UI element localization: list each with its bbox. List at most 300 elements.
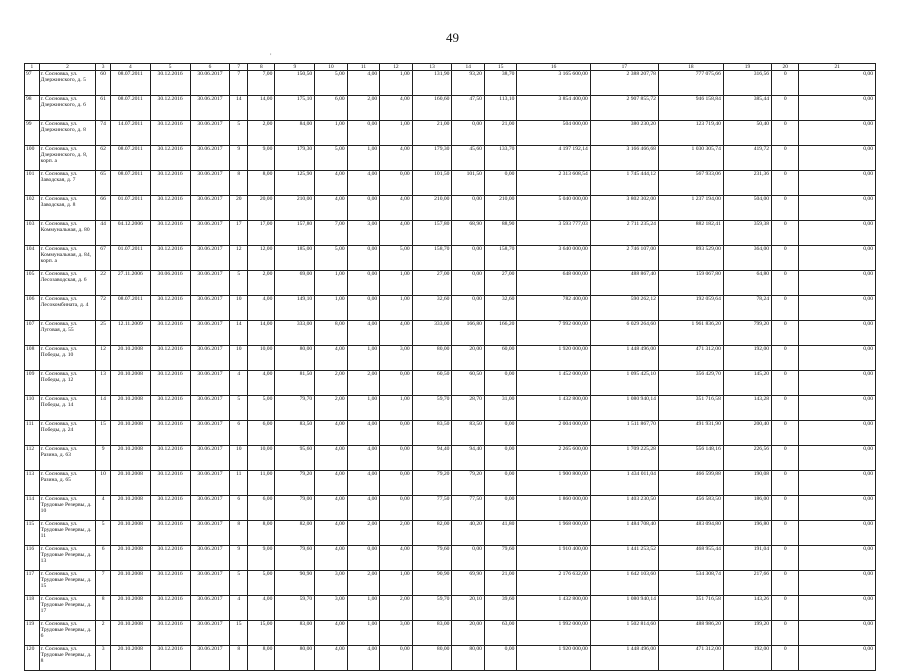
address-cell: г. Сосновка, ул. Разина, д. 63 xyxy=(39,446,96,471)
table-cell: 30.06.2017 xyxy=(190,196,230,221)
table-cell: 30.06.2017 xyxy=(190,246,230,271)
table-cell: 15 xyxy=(230,621,248,646)
table-cell: 567 933,06 xyxy=(658,171,723,196)
table-cell: 1 910 400,00 xyxy=(517,546,590,571)
table-cell: 66 xyxy=(96,196,111,221)
table-cell: 419,72 xyxy=(723,146,771,171)
table-cell: 30.06.2017 xyxy=(190,71,230,96)
table-cell: 192 059,64 xyxy=(658,296,723,321)
header-cell: 11 xyxy=(347,64,379,71)
table-cell: 59,70 xyxy=(275,596,315,621)
table-cell: 3 593 777,03 xyxy=(517,221,590,246)
table-cell: 77,50 xyxy=(452,496,484,521)
table-cell: 0,00 xyxy=(484,446,516,471)
table-cell: 0,00 xyxy=(799,346,876,371)
table-cell: 7,00 xyxy=(248,71,275,96)
table-cell: 83,50 xyxy=(412,421,452,446)
table-cell: 30.06.2017 xyxy=(190,446,230,471)
table-cell: 30.12.2016 xyxy=(150,96,190,121)
table-cell: 4,00 xyxy=(248,596,275,621)
table-cell: 17 xyxy=(230,221,248,246)
table-cell: 125,90 xyxy=(275,171,315,196)
table-cell: 30.06.2017 xyxy=(190,371,230,396)
header-cell: 3 xyxy=(96,64,111,71)
table-cell: 115 xyxy=(25,521,40,546)
table-cell: 5 xyxy=(96,521,111,546)
table-cell: 59,70 xyxy=(412,396,452,421)
table-cell: 30.12.2016 xyxy=(150,546,190,571)
table-cell: 30.06.2017 xyxy=(190,171,230,196)
table-cell: 3 640 000,00 xyxy=(517,246,590,271)
table-cell: 3 802 302,00 xyxy=(590,196,658,221)
table-cell: 14,00 xyxy=(248,96,275,121)
table-cell: 149,10 xyxy=(275,296,315,321)
table-cell: 14 xyxy=(230,96,248,121)
table-cell: 0 xyxy=(772,371,799,396)
table-cell: 30.12.2016 xyxy=(150,246,190,271)
table-cell: 0,00 xyxy=(380,421,412,446)
table-cell: 131,90 xyxy=(412,71,452,96)
table-cell: 133,70 xyxy=(484,146,516,171)
address-cell: г. Сосновка, ул. Победы, д. 12 xyxy=(39,371,96,396)
table-cell: 226,56 xyxy=(723,446,771,471)
header-cell: 17 xyxy=(590,64,658,71)
table-cell: 1 484 708,40 xyxy=(590,521,658,546)
table-cell: 20,10 xyxy=(452,596,484,621)
table-cell: 777 075,66 xyxy=(658,71,723,96)
table-cell: 106 xyxy=(25,296,40,321)
table-cell: 80,00 xyxy=(412,346,452,371)
table-cell: 1 080 940,14 xyxy=(590,396,658,421)
table-cell: 4,00 xyxy=(380,546,412,571)
table-row xyxy=(25,296,876,321)
table-row xyxy=(25,546,876,571)
table-cell: 0,00 xyxy=(380,471,412,496)
table-cell: 175,10 xyxy=(275,96,315,121)
table-cell: 123 719,40 xyxy=(658,121,723,146)
header-cell: 5 xyxy=(150,64,190,71)
table-cell: 158,70 xyxy=(412,246,452,271)
table-cell: 0 xyxy=(772,496,799,521)
table-cell: 108 xyxy=(25,346,40,371)
table-cell: 192,00 xyxy=(723,346,771,371)
table-cell: 2 176 632,00 xyxy=(517,571,590,596)
table-cell: 1 452 000,00 xyxy=(517,371,590,396)
table-cell: 0,00 xyxy=(484,171,516,196)
table-cell: 2,00 xyxy=(347,96,379,121)
table-cell: 556 148,16 xyxy=(658,446,723,471)
table-cell: 1 441 253,52 xyxy=(590,546,658,571)
table-cell: 0,00 xyxy=(380,371,412,396)
table-cell: 2 313 608,54 xyxy=(517,171,590,196)
table-row xyxy=(25,246,876,271)
table-cell: 5 xyxy=(230,571,248,596)
table-cell: 3 xyxy=(96,646,111,671)
table-row xyxy=(25,346,876,371)
table-cell: 12,00 xyxy=(248,246,275,271)
table-cell: 2 907 855,72 xyxy=(590,96,658,121)
table-cell: 79,60 xyxy=(484,546,516,571)
table-cell: 90,90 xyxy=(412,571,452,596)
header-cell: 12 xyxy=(380,64,412,71)
address-cell: г. Сосновка, ул. Заводская, д. 7 xyxy=(39,171,96,196)
table-row xyxy=(25,171,876,196)
table-cell: 12 xyxy=(96,346,111,371)
table-cell: 8 xyxy=(230,521,248,546)
table-cell: 2,00 xyxy=(380,521,412,546)
table-cell: 27,00 xyxy=(412,271,452,296)
table-cell: 30.12.2016 xyxy=(150,571,190,596)
table-cell: 590 262,12 xyxy=(590,296,658,321)
header-cell: 21 xyxy=(799,64,876,71)
table-cell: 4,00 xyxy=(347,471,379,496)
table-cell: 1,00 xyxy=(380,71,412,96)
table-cell: 15,00 xyxy=(248,621,275,646)
table-cell: 4,00 xyxy=(315,196,347,221)
table-cell: 1 030 305,74 xyxy=(658,146,723,171)
table-cell: 4,00 xyxy=(347,646,379,671)
table-cell: 20.10.2008 xyxy=(110,646,150,671)
table-row xyxy=(25,421,876,446)
table-cell: 30.12.2016 xyxy=(150,321,190,346)
header-cell: 20 xyxy=(772,64,799,71)
table-cell: 0,00 xyxy=(452,296,484,321)
table-cell: 1,00 xyxy=(380,396,412,421)
table-cell: 7 992 000,00 xyxy=(517,321,590,346)
header-cell: 4 xyxy=(110,64,150,71)
table-cell: 21,00 xyxy=(484,571,516,596)
table-cell: 0 xyxy=(772,121,799,146)
table-cell: 4,00 xyxy=(315,446,347,471)
table-cell: 648 000,00 xyxy=(517,271,590,296)
table-cell: 3,00 xyxy=(347,221,379,246)
table-row xyxy=(25,396,876,421)
table-cell: 109 xyxy=(25,371,40,396)
table-cell: 62 xyxy=(96,146,111,171)
table-row xyxy=(25,571,876,596)
table-cell: 102 xyxy=(25,196,40,221)
table-cell: 4,00 xyxy=(380,96,412,121)
table-cell: 0,00 xyxy=(799,171,876,196)
table-cell: 0,00 xyxy=(799,396,876,421)
table-cell: 30.12.2016 xyxy=(150,296,190,321)
table-cell: 20.10.2008 xyxy=(110,521,150,546)
table-cell: 0 xyxy=(772,171,799,196)
table-cell: 1,00 xyxy=(380,271,412,296)
table-cell: 30.12.2016 xyxy=(150,646,190,671)
table-row xyxy=(25,621,876,646)
table-cell: 0 xyxy=(772,271,799,296)
table-cell: 1,00 xyxy=(315,296,347,321)
table-cell: 0,00 xyxy=(799,471,876,496)
table-cell: 5,00 xyxy=(380,246,412,271)
table-cell: 1,00 xyxy=(347,596,379,621)
table-cell: 113 xyxy=(25,471,40,496)
table-cell: 65 xyxy=(96,171,111,196)
table-cell: 5,00 xyxy=(248,571,275,596)
table-cell: 15 xyxy=(96,421,111,446)
table-cell: 30.06.2016 xyxy=(150,271,190,296)
table-cell: 20.10.2008 xyxy=(110,371,150,396)
table-cell: 110 xyxy=(25,396,40,421)
table-row xyxy=(25,646,876,671)
table-cell: 10 xyxy=(230,446,248,471)
table-cell: 40,20 xyxy=(452,521,484,546)
table-cell: 0,00 xyxy=(347,296,379,321)
table-cell: 1 448 496,00 xyxy=(590,646,658,671)
table-cell: 483 094,80 xyxy=(658,521,723,546)
table-cell: 72 xyxy=(96,296,111,321)
data-table-wrap xyxy=(24,63,876,671)
table-cell: 3 166 466,68 xyxy=(590,146,658,171)
table-row xyxy=(25,71,876,96)
table-cell: 9 xyxy=(230,546,248,571)
table-cell: 491 931,90 xyxy=(658,421,723,446)
table-cell: 0,00 xyxy=(799,96,876,121)
table-cell: 1 900 800,00 xyxy=(517,471,590,496)
table-cell: 157,80 xyxy=(412,221,452,246)
table-cell: 79,60 xyxy=(412,546,452,571)
table-cell: 30.06.2017 xyxy=(190,421,230,446)
table-cell: 0 xyxy=(772,246,799,271)
table-cell: 30.06.2017 xyxy=(190,646,230,671)
table-cell: 0,00 xyxy=(799,621,876,646)
table-cell: 30.06.2017 xyxy=(190,596,230,621)
table-cell: 30.06.2017 xyxy=(190,296,230,321)
table-cell: 82,00 xyxy=(275,521,315,546)
table-cell: 105 xyxy=(25,271,40,296)
table-cell: 1 237 194,00 xyxy=(658,196,723,221)
table-cell: 98 xyxy=(25,96,40,121)
table-cell: 120 xyxy=(25,646,40,671)
table-cell: 30.12.2016 xyxy=(150,421,190,446)
table-cell: 145,20 xyxy=(723,371,771,396)
table-cell: 32,60 xyxy=(412,296,452,321)
table-cell: 3 854 400,00 xyxy=(517,96,590,121)
table-cell: 6 xyxy=(230,421,248,446)
table-cell: 1,00 xyxy=(347,346,379,371)
table-cell: 0,00 xyxy=(799,71,876,96)
table-cell: 39,60 xyxy=(484,596,516,621)
table-cell: 82,00 xyxy=(412,521,452,546)
table-cell: 12 xyxy=(230,246,248,271)
table-cell: 30.06.2017 xyxy=(190,521,230,546)
table-cell: 4,00 xyxy=(380,221,412,246)
table-cell: 1 642 103,60 xyxy=(590,571,658,596)
table-cell: 20.10.2008 xyxy=(110,621,150,646)
table-cell: 1 961 836,20 xyxy=(658,321,723,346)
table-cell: 14.07.2011 xyxy=(110,121,150,146)
address-cell: г. Сосновка, ул. Победы, д. 24 xyxy=(39,421,96,446)
table-cell: 316,56 xyxy=(723,71,771,96)
table-cell: 116 xyxy=(25,546,40,571)
table-body xyxy=(25,64,876,671)
table-cell: 104 xyxy=(25,246,40,271)
table-cell: 0 xyxy=(772,571,799,596)
table-cell: 1,00 xyxy=(347,396,379,421)
table-cell: 8,00 xyxy=(248,521,275,546)
table-cell: 6,00 xyxy=(315,96,347,121)
table-cell: 4,00 xyxy=(315,521,347,546)
table-cell: 143,28 xyxy=(723,396,771,421)
table-cell: 8 xyxy=(96,596,111,621)
scan-mark: , xyxy=(274,628,276,634)
table-row xyxy=(25,96,876,121)
address-cell: г. Сосновка, ул. Коммунальная, д. 80 xyxy=(39,221,96,246)
table-cell: 74 xyxy=(96,121,111,146)
table-cell: 1 968 000,00 xyxy=(517,521,590,546)
table-cell: 2,00 xyxy=(248,271,275,296)
table-cell: 0 xyxy=(772,346,799,371)
table-cell: 0,00 xyxy=(380,496,412,521)
table-cell: 0,00 xyxy=(452,196,484,221)
table-cell: 0,00 xyxy=(799,246,876,271)
table-cell: 60,50 xyxy=(412,371,452,396)
scan-mark: , xyxy=(270,50,272,56)
table-cell: 8,00 xyxy=(248,646,275,671)
table-cell: 159 067,80 xyxy=(658,271,723,296)
table-cell: 27.11.2006 xyxy=(110,271,150,296)
table-cell: 30.12.2016 xyxy=(150,621,190,646)
table-cell: 1 095 425,10 xyxy=(590,371,658,396)
table-cell: 192,00 xyxy=(723,646,771,671)
table-cell: 80,00 xyxy=(275,646,315,671)
table-cell: 80,00 xyxy=(452,646,484,671)
address-cell: г. Сосновка, ул. Разина, д. 65 xyxy=(39,471,96,496)
table-cell: 7,00 xyxy=(315,221,347,246)
table-cell: 0,00 xyxy=(347,246,379,271)
table-cell: 0,00 xyxy=(484,421,516,446)
table-cell: 78,24 xyxy=(723,296,771,321)
table-cell: 4,00 xyxy=(315,496,347,521)
table-cell: 17,00 xyxy=(248,221,275,246)
table-cell: 5 xyxy=(230,121,248,146)
table-cell: 0,00 xyxy=(799,521,876,546)
table-cell: 61 xyxy=(96,96,111,121)
table-cell: 10,00 xyxy=(248,446,275,471)
table-cell: 351 716,58 xyxy=(658,596,723,621)
table-cell: 333,00 xyxy=(412,321,452,346)
table-cell: 4,00 xyxy=(315,471,347,496)
table-cell: 1 502 814,60 xyxy=(590,621,658,646)
table-cell: 200,40 xyxy=(723,421,771,446)
table-cell: 0,00 xyxy=(799,196,876,221)
table-cell: 79,20 xyxy=(412,471,452,496)
table-cell: 5,00 xyxy=(315,71,347,96)
table-cell: 20,00 xyxy=(452,621,484,646)
table-cell: 0,00 xyxy=(799,546,876,571)
table-cell: 30.06.2017 xyxy=(190,321,230,346)
header-cell: 15 xyxy=(484,64,516,71)
table-row xyxy=(25,496,876,521)
table-cell: 4,00 xyxy=(380,321,412,346)
table-cell: 0,00 xyxy=(347,546,379,571)
table-row xyxy=(25,471,876,496)
table-cell: 20,00 xyxy=(452,346,484,371)
table-cell: 21,00 xyxy=(412,121,452,146)
table-cell: 190,08 xyxy=(723,471,771,496)
table-cell: 30.12.2016 xyxy=(150,371,190,396)
table-cell: 20 xyxy=(230,196,248,221)
header-cell: 14 xyxy=(452,64,484,71)
table-cell: 0,00 xyxy=(484,471,516,496)
table-cell: 799,20 xyxy=(723,321,771,346)
table-cell: 79,70 xyxy=(275,396,315,421)
table-cell: 160,60 xyxy=(412,96,452,121)
address-cell: г. Сосновка, ул. Лесокомбината, д. 4 xyxy=(39,296,96,321)
table-cell: 2,00 xyxy=(248,121,275,146)
table-cell: 9,00 xyxy=(248,546,275,571)
table-cell: 30.06.2017 xyxy=(190,96,230,121)
table-cell: 30.12.2016 xyxy=(150,71,190,96)
table-cell: 179,30 xyxy=(275,146,315,171)
table-cell: 0 xyxy=(772,471,799,496)
table-cell: 67 xyxy=(96,246,111,271)
table-cell: 1,00 xyxy=(347,621,379,646)
table-cell: 158,70 xyxy=(484,246,516,271)
table-cell: 4,00 xyxy=(315,346,347,371)
table-cell: 0,00 xyxy=(799,571,876,596)
table-cell: 4,00 xyxy=(315,646,347,671)
table-cell: 0,00 xyxy=(380,646,412,671)
table-cell: 20.10.2008 xyxy=(110,546,150,571)
table-cell: 7 xyxy=(230,71,248,96)
table-cell: 946 158,84 xyxy=(658,96,723,121)
table-cell: 50,40 xyxy=(723,121,771,146)
table-cell: 32,60 xyxy=(484,296,516,321)
table-cell: 30.12.2016 xyxy=(150,146,190,171)
table-cell: 6,00 xyxy=(248,421,275,446)
table-cell: 79,00 xyxy=(275,496,315,521)
table-cell: 380 230,20 xyxy=(590,121,658,146)
address-cell: г. Сосновка, ул. Победы, д. 10 xyxy=(39,346,96,371)
table-cell: 30.06.2017 xyxy=(190,271,230,296)
table-cell: 5 040 000,00 xyxy=(517,196,590,221)
table-cell: 118 xyxy=(25,596,40,621)
table-cell: 4,00 xyxy=(380,196,412,221)
table-cell: 2 265 600,00 xyxy=(517,446,590,471)
table-cell: 143,26 xyxy=(723,596,771,621)
table-cell: 88,90 xyxy=(484,221,516,246)
table-cell: 5,00 xyxy=(315,246,347,271)
address-cell: г. Сосновка, ул. Трудовые Резервы, д. 15 xyxy=(39,571,96,596)
table-cell: 4,00 xyxy=(315,621,347,646)
table-cell: 30.06.2017 xyxy=(190,621,230,646)
table-cell: 30.06.2017 xyxy=(190,546,230,571)
table-cell: 504,00 xyxy=(723,196,771,221)
table-cell: 6,00 xyxy=(248,496,275,521)
table-cell: 191,04 xyxy=(723,546,771,571)
table-cell: 2 004 000,00 xyxy=(517,421,590,446)
table-cell: 47,50 xyxy=(452,96,484,121)
table-cell: 210,00 xyxy=(412,196,452,221)
table-cell: 882 182,41 xyxy=(658,221,723,246)
table-cell: 94,40 xyxy=(452,446,484,471)
table-cell: 04.12.2006 xyxy=(110,221,150,246)
table-cell: 0 xyxy=(772,146,799,171)
table-cell: 4,00 xyxy=(248,296,275,321)
data-table xyxy=(24,63,876,671)
table-cell: 99 xyxy=(25,121,40,146)
table-cell: 81,50 xyxy=(275,371,315,396)
table-cell: 30.06.2017 xyxy=(190,571,230,596)
table-cell: 84,00 xyxy=(275,121,315,146)
table-cell: 0 xyxy=(772,621,799,646)
table-cell: 0 xyxy=(772,96,799,121)
table-cell: 83,00 xyxy=(275,621,315,646)
table-row xyxy=(25,596,876,621)
table-cell: 113,10 xyxy=(484,96,516,121)
